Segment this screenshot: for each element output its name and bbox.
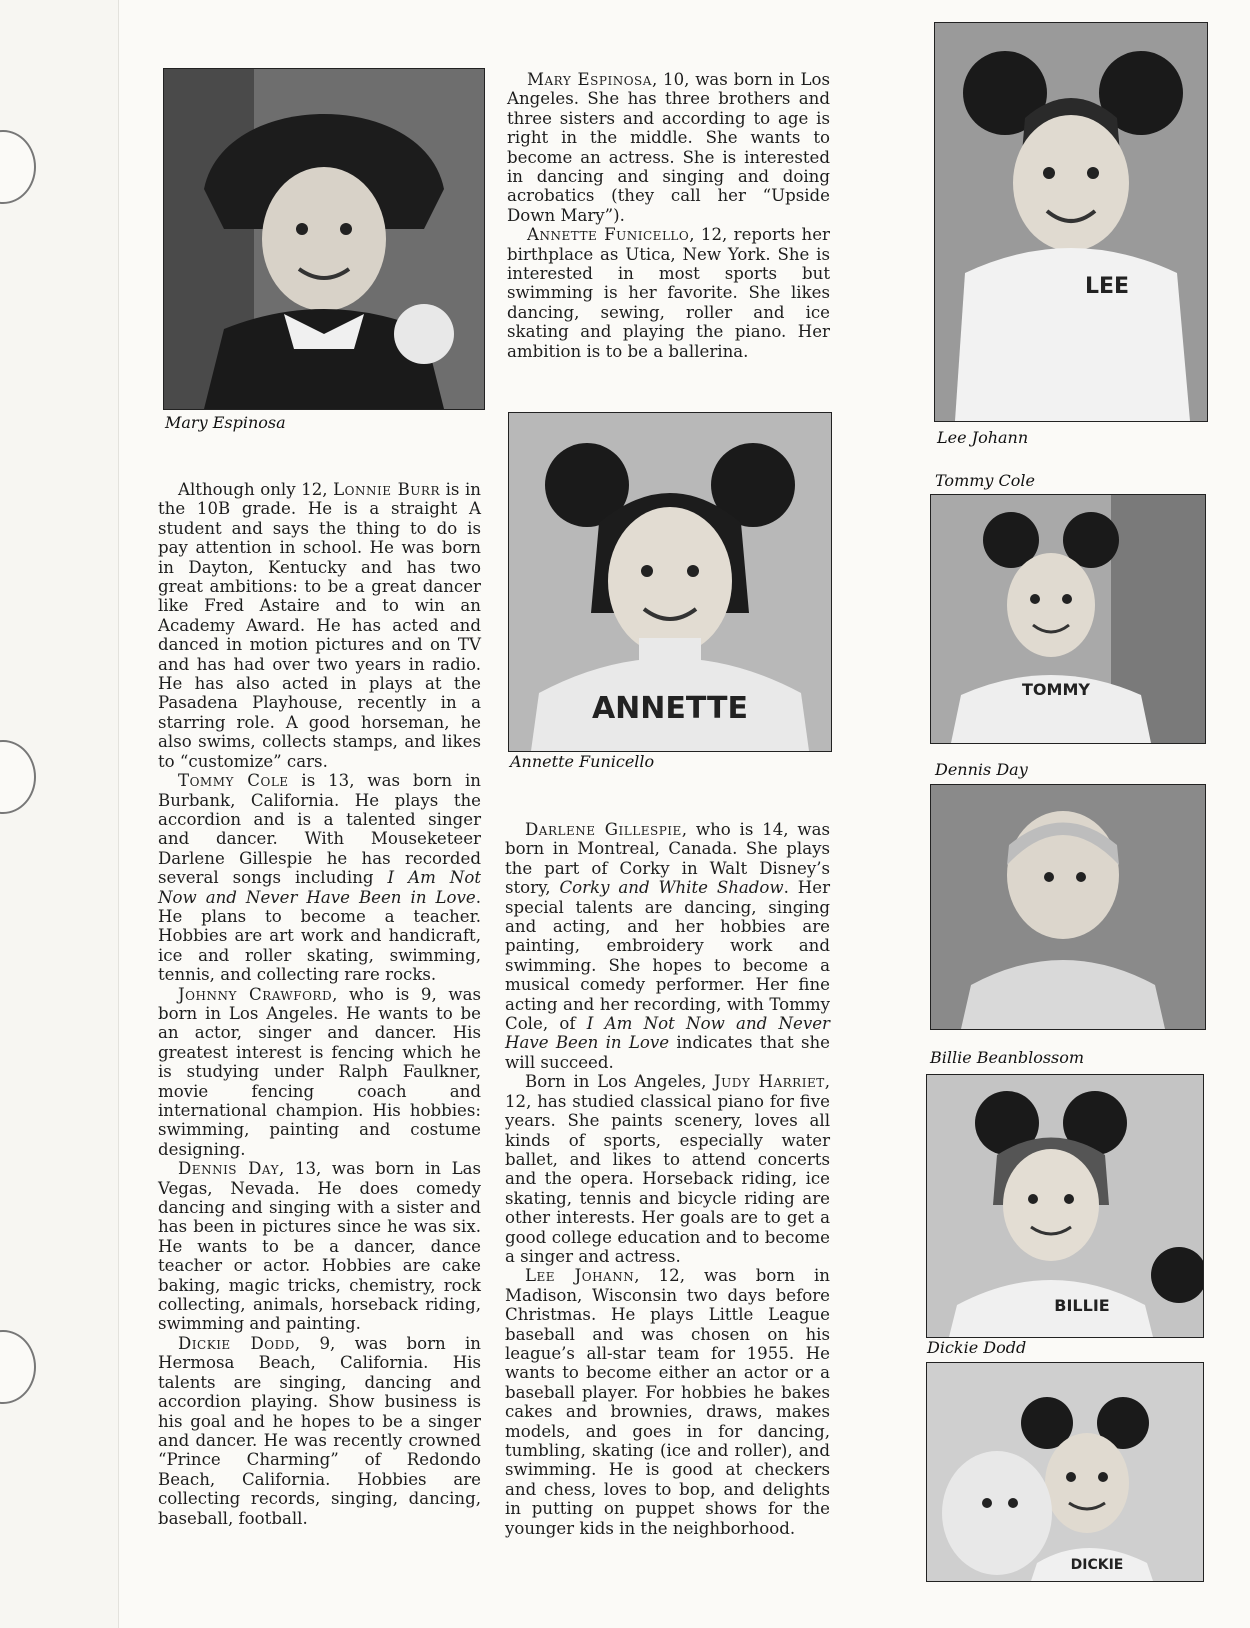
portrait-illustration xyxy=(931,785,1205,1029)
caption-dickie-dodd: Dickie Dodd xyxy=(927,1338,1027,1357)
shirt-label: BILLIE xyxy=(1054,1296,1110,1315)
photo-billie-beanblossom xyxy=(926,1074,1204,1338)
portrait-illustration xyxy=(164,69,484,409)
binder-hole xyxy=(0,130,36,204)
shirt-label: DICKIE xyxy=(1070,1557,1124,1573)
column-middle-bottom xyxy=(505,820,830,1538)
bio-dennis-day: Dennis Day, 13, was born in Las Vegas, Nevada. He does comedy dancing and singing with a sister and has been in pictures since he was six. He wants to be a dancer, dance teacher or actor. Hobbies are cake baking, magic tricks, chemistry, rock collecting, animals, horseback riding, swimming and painting. xyxy=(158,1159,481,1334)
caption-dennis-day: Dennis Day xyxy=(935,760,1028,779)
portrait-illustration xyxy=(935,23,1207,421)
bio-tommy-cole: Tommy Cole is 13, was born in Burbank, California. He plays the accordion and is a talented singer and dancer. With Mouseketeer Darlene Gillespie he has recorded several songs including I Am Not Now and Never Have Been in Love. He plans to become a teacher. Hobbies are art work and handicraft, ice and roller skating, swimming, tennis, and collecting rare rocks. xyxy=(158,771,481,985)
bio-annette-funicello: Annette Funicello, 12, reports her birthplace as Utica, New York. She is interested in most sports but swimming is her favorite. She likes dancing, sewing, roller and ice skating and playing the piano. Her ambition is to be a ballerina. xyxy=(507,225,830,361)
bio-lee-johann: Lee Johann, 12, was born in Madison, Wisconsin two days before Christmas. He plays Little League baseball and was chosen on his league’s all-star team for 1955. He wants to become either an actor or a baseball player. For hobbies he bakes cakes and brownies, draws, makes models, and goes in for dancing, tumbling, skating (ice and roller), and swimming. He is good at checkers and chess, loves to bop, and delights in putting on puppet shows for the younger kids in the neighborhood. xyxy=(505,1266,830,1538)
shirt-label: ANNETTE xyxy=(591,691,749,726)
binder-hole xyxy=(0,1330,36,1404)
photo-tommy-cole xyxy=(930,494,1206,744)
portrait-illustration xyxy=(927,1363,1203,1581)
photo-mary-espinosa xyxy=(163,68,485,410)
bio-mary-espinosa: Mary Espinosa, 10, was born in Los Angeles. She has three brothers and three sisters and according to age is right in the middle. She wants to become an actress. She is interested in dancing and singing and doing acrobatics (they call her “Upside Down Mary”). xyxy=(507,70,830,225)
column-middle-top xyxy=(507,70,830,361)
portrait-illustration xyxy=(931,495,1205,743)
bio-dickie-dodd: Dickie Dodd, 9, was born in Hermosa Beach, California. His talents are singing, dancing and accordion playing. Show business is his goal and he hopes to be a singer and dancer. He was recently crowned “Prince Charming” of Redondo Beach, California. Hobbies are collecting records, singing, dancing, baseball, football. xyxy=(158,1333,481,1528)
caption-mary-espinosa: Mary Espinosa xyxy=(165,413,286,432)
bio-lonnie-burr: Although only 12, Lonnie Burr is in the 10B grade. He is a straight A student and says the thing to do is pay attention in school. He was born in Dayton, Kentucky and has two great ambitions: to be a great dancer like Fred Astaire and to win an Academy Award. He has acted and danced in motion pictures and on TV and has had over two years in radio. He has also acted in plays at the Pasadena Playhouse, recently in a starring role. A good horseman, he also swims, collects stamps, and likes to “customize” cars. xyxy=(158,480,481,771)
caption-tommy-cole: Tommy Cole xyxy=(935,471,1035,490)
bio-johnny-crawford: Johnny Crawford, who is 9, was born in Los Angeles. He wants to be an actor, singer and dancer. His greatest interest is fencing which he is studying under Ralph Faulkner, movie fencing coach and international champion. His hobbies: swimming, painting and costume designing. xyxy=(158,984,481,1159)
shirt-label: TOMMY xyxy=(1022,680,1090,699)
binder-hole xyxy=(0,740,36,814)
caption-annette-funicello: Annette Funicello xyxy=(510,752,655,771)
photo-dickie-dodd xyxy=(926,1362,1204,1582)
bio-judy-harriet: Born in Los Angeles, Judy Harriet, 12, has studied classical piano for five years. She paints scenery, loves all kinds of sports, especially water ballet, and likes to attend concerts and the opera. Horseback riding, ice skating, tennis and bicycle riding are other interests. Her goals are to get a good college education and to become a singer and actress. xyxy=(505,1072,831,1266)
photo-lee-johann xyxy=(934,22,1208,422)
photo-dennis-day xyxy=(930,784,1206,1030)
photo-annette-funicello xyxy=(508,412,832,752)
shirt-label: LEE xyxy=(1084,274,1130,299)
caption-lee-johann: Lee Johann xyxy=(937,428,1029,447)
bio-darlene-gillespie: Darlene Gillespie, who is 14, was born in Montreal, Canada. She plays the part of Corky in Walt Disney’s story, Corky and White Shadow. Her special talents are dancing, singing and acting, and her hobbies are painting, embroidery work and swimming. She hopes to become a musical comedy performer. Her fine acting and her recording, with Tommy Cole, of I Am Not Now and Never Have Been in Love indicates that she will succeed. xyxy=(505,820,830,1072)
portrait-illustration xyxy=(927,1075,1203,1337)
column-left xyxy=(158,480,481,1528)
portrait-illustration xyxy=(509,413,831,751)
caption-billie-beanblossom: Billie Beanblossom xyxy=(930,1048,1085,1067)
